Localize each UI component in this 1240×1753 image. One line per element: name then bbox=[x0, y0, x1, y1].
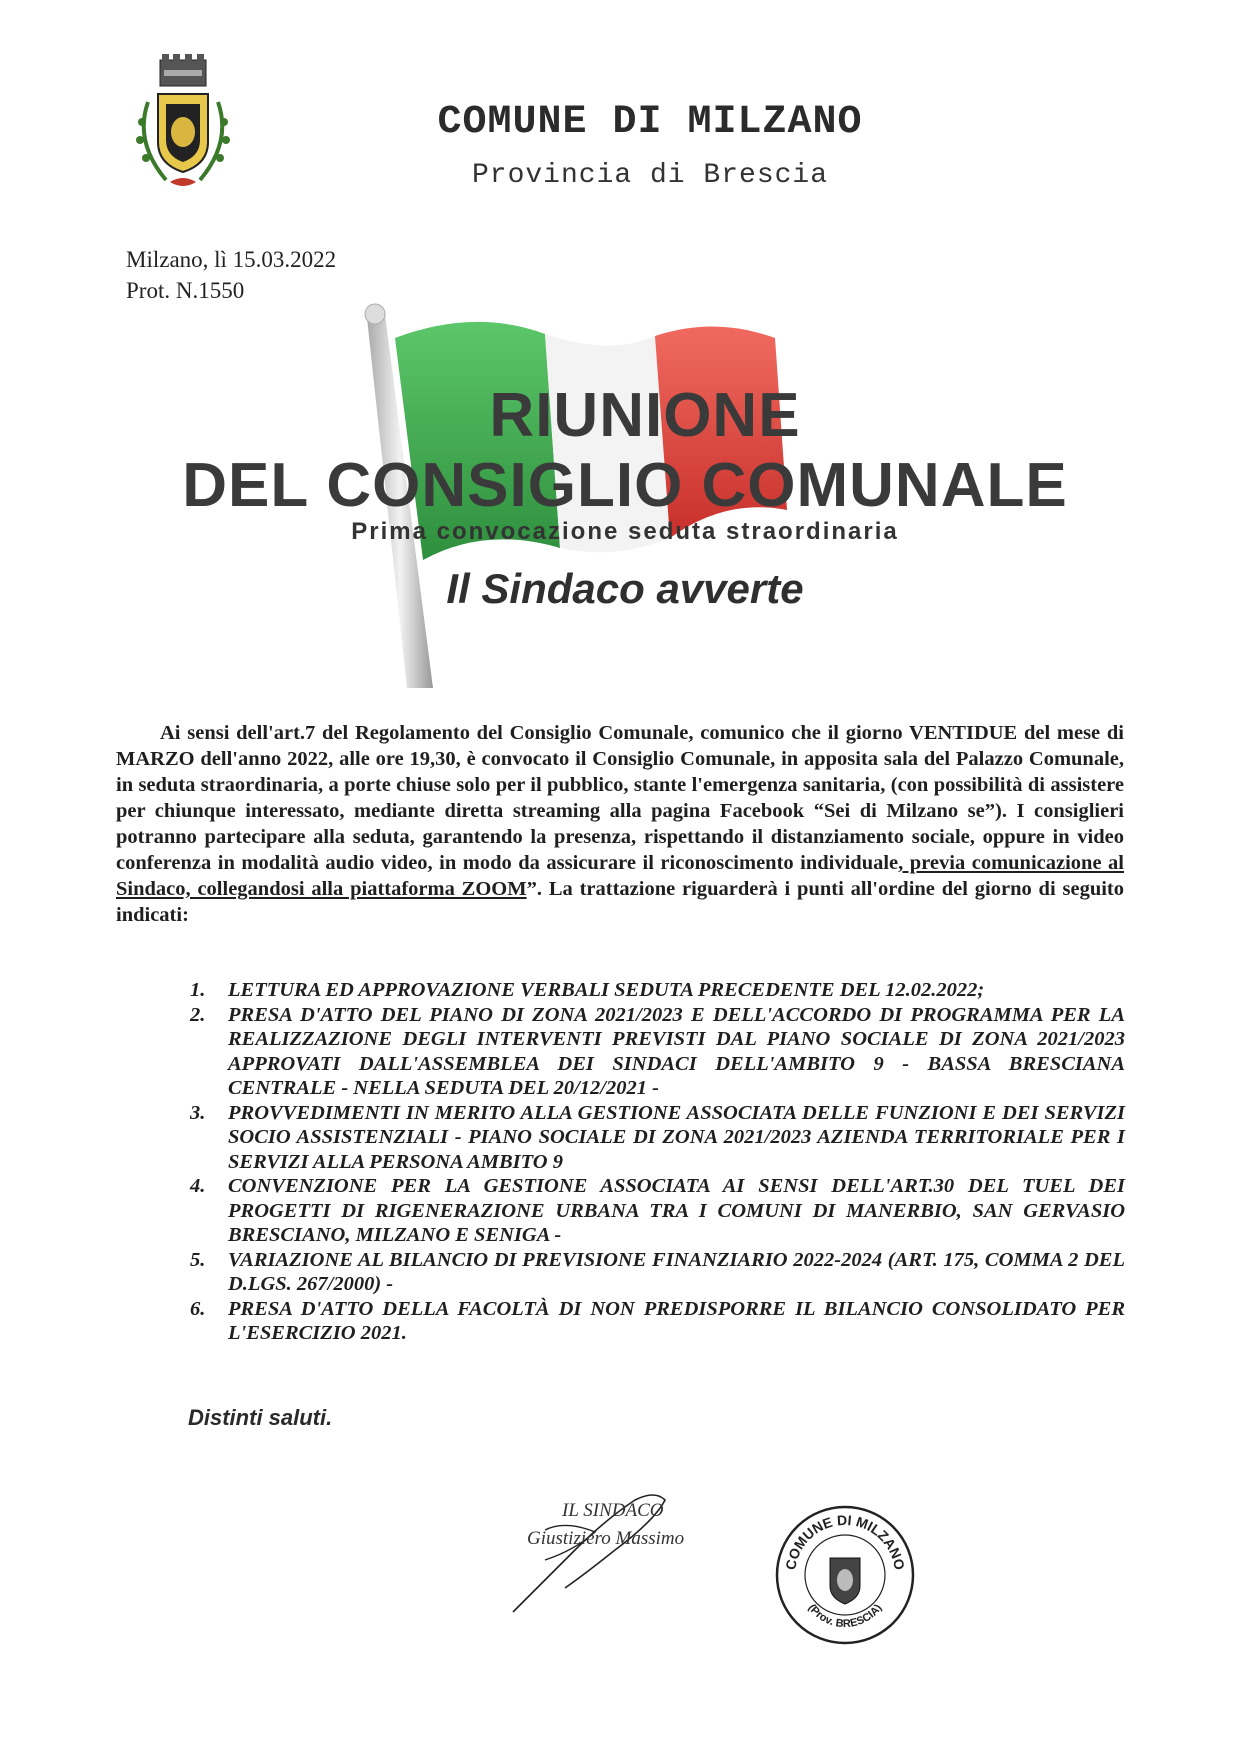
municipality-title: COMUNE DI MILZANO bbox=[437, 100, 863, 145]
signature-title: IL SINDACO bbox=[562, 1500, 664, 1521]
document-date: Milzano, lì 15.03.2022 bbox=[126, 247, 337, 272]
headline-sindaco-avverte: Il Sindaco avverte bbox=[446, 565, 804, 612]
province-subtitle: Provincia di Brescia bbox=[471, 160, 829, 191]
municipal-stamp-icon bbox=[770, 1500, 920, 1650]
agenda-item: 1. LETTURA ED APPROVAZIONE VERBALI SEDUTA PRECEDENTE DEL 12.02.2022; bbox=[190, 979, 985, 1001]
dateline bbox=[126, 244, 336, 306]
agenda-list bbox=[190, 978, 1125, 1346]
agenda-item: 2. PRESA D'ATTO DEL PIANO DI ZONA 2021/2023 E DELL'ACCORDO DI PROGRAMMA PER LA REALIZZAZIONE DEGLI INTERVENTI PREVISTI DAL PIANO SOCIALE DI ZONA 2021/2023 APPROVATI DALL'ASSEMBLEA DEI SINDACI DELL'AMBITO 9 - BASSA BRESCIANA CENTRALE - NELLA SEDUTA DEL 20/12/2021 - bbox=[190, 1003, 1125, 1099]
headline-consiglio: DEL CONSIGLIO COMUNALE bbox=[182, 451, 1068, 520]
municipal-crest-icon bbox=[118, 52, 248, 217]
agenda-item: 3. PROVVEDIMENTI IN MERITO ALLA GESTIONE ASSOCIATA DELLE FUNZIONI E DEI SERVIZI SOCIO ASSISTENZIALI - PIANO SOCIALE DI ZONA 2021/2023 AZIENDA TERRITORIALE PER I SERVIZI ALLA PERSONA AMBITO 9 bbox=[190, 1101, 1125, 1173]
svg-text:COMUNE DI MILZANO: COMUNE DI MILZANO bbox=[782, 1511, 908, 1572]
notice-zoom-text: , previa comunicazione al Sindaco, collegandosi alla piattaforma ZOOM bbox=[116, 852, 1125, 900]
svg-text:(Prov. BRESCIA): (Prov. BRESCIA) bbox=[805, 1602, 885, 1631]
notice-text: Ai sensi dell'art.7 del Regolamento del Consiglio Comunale, comunico che il giorno VENTIDUE del mese di MARZO dell'anno 2022, alle ore 19,30, è convocato il Consiglio Comunale, in apposita sala del Palazzo Comunale, in seduta straordinaria, a porte chiuse solo per il pubblico, stante l'emergenza sanitaria, (con possibilità di assistere per chiunque interessato, mediante diretta streaming alla pagina Facebook “Sei di Milzano se”). I consiglieri potranno partecipare alla seduta, garantendo la presenza, rispettando il distanziamento sociale, oppure in video conferenza in modalità audio video, in modo da assicurare il riconoscimento individuale bbox=[116, 722, 1124, 874]
agenda-item: 4. CONVENZIONE PER LA GESTIONE ASSOCIATA AI SENSI DELL'ART.30 DEL TUEL DEI PROGETTI DI RIGENERAZIONE URBANA TRA I COMUNI DI MANERBIO, SAN GERVASIO BRESCIANO, MILZANO E SENIGA - bbox=[190, 1175, 1125, 1246]
closing-greeting: Distinti saluti. bbox=[188, 1405, 333, 1430]
protocol-number: Prot. N.1550 bbox=[126, 278, 245, 303]
agenda-item: 6. PRESA D'ATTO DELLA FACOLTÀ DI NON PREDISPORRE IL BILANCIO CONSOLIDATO PER L'ESERCIZIO 2021. bbox=[190, 1297, 1125, 1344]
headline-riunione: RIUNIONE bbox=[489, 381, 801, 450]
agenda-item: 5. VARIAZIONE AL BILANCIO DI PREVISIONE FINANZIARIO 2022-2024 (ART. 175, COMMA 2 DEL D.LGS. 267/2000) - bbox=[190, 1248, 1125, 1295]
notice-paragraph bbox=[116, 720, 1124, 928]
signature-name: Giustiziero Massimo bbox=[527, 1528, 685, 1549]
notice-text-end: ”. La trattazione riguarderà i punti all'ordine del giorno di seguito indicati: bbox=[116, 878, 1124, 926]
headline-convocazione: Prima convocazione seduta straordinaria bbox=[351, 518, 899, 545]
